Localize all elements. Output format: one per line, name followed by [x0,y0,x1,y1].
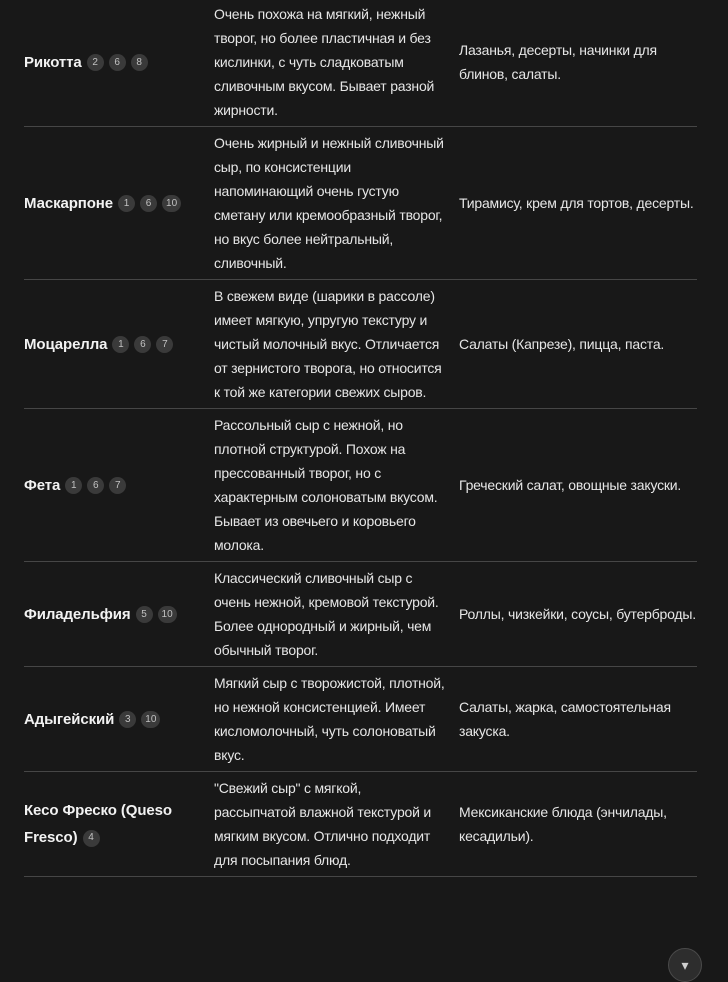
description-cell: Очень жирный и нежный сливочный сыр, по консистенции напоминающий очень густую сметану или кремообразный творог, но вкус более нейтральный, сливочный. [214,135,444,271]
uses-cell: Лазанья, десерты, начинки для блинов, салаты. [459,42,657,82]
cheese-comparison-table [24,0,697,877]
table-row [24,127,697,280]
cheese-name-cell [24,280,214,409]
cheese-name-cell [24,0,214,127]
citation-badge[interactable]: 2 [87,54,104,71]
table-row [24,409,697,562]
uses-cell: Салаты (Капрезе), пицца, паста. [459,336,665,352]
citation-badge[interactable]: 3 [119,711,136,728]
scroll-to-bottom-button[interactable] [668,948,702,982]
citation-badge[interactable]: 10 [162,195,181,212]
uses-cell: Греческий салат, овощные закуски. [459,477,682,493]
description-cell: Очень похожа на мягкий, нежный творог, но более пластичная и без кислинки, с чуть сладковатым сливочным вкусом. Бывает разной жирности. [214,6,435,118]
cheese-name-cell [24,667,214,772]
citation-badge[interactable]: 7 [156,336,173,353]
table-row [24,562,697,667]
uses-cell: Мексиканские блюда (энчилады, кесадильи). [459,804,667,844]
description-cell: Мягкий сыр с творожистой, плотной, но нежной консистенцией. Имеет кисломолочный, чуть солоноватый вкус. [214,675,445,763]
citation-badge[interactable]: 1 [112,336,129,353]
citation-badge[interactable]: 6 [87,477,104,494]
cheese-name: Филадельфия [24,605,131,623]
uses-cell: Салаты, жарка, самостоятельная закуска. [459,699,671,739]
citation-badge[interactable]: 10 [141,711,160,728]
chevron-down-icon: ▾ [681,956,689,973]
citation-badge[interactable]: 8 [131,54,148,71]
citation-badge[interactable]: 10 [158,606,177,623]
description-cell: "Свежий сыр" с мягкой, рассыпчатой влажной текстурой и мягким вкусом. Отлично подходит для посыпания блюд. [214,780,432,868]
citation-badge[interactable]: 5 [136,606,153,623]
table-row [24,667,697,772]
citation-badge[interactable]: 4 [83,830,100,847]
citation-badge[interactable]: 6 [109,54,126,71]
description-cell: Рассольный сыр с нежной, но плотной структурой. Похож на прессованный творог, но с характерным солоноватым вкусом. Бывает из овечьего и коровьего молока. [214,417,438,553]
cheese-name: Адыгейский [24,710,115,728]
description-cell: Классический сливочный сыр с очень нежной, кремовой текстурой. Более однородный и жирный, чем обычный творог. [214,570,439,658]
table-row [24,280,697,409]
citation-badge[interactable]: 1 [65,477,82,494]
cheese-name: Фета [24,476,61,494]
cheese-name-cell [24,127,214,280]
table-row [24,0,697,127]
cheese-comparison-table-wrap [24,0,697,877]
citation-badge[interactable]: 1 [118,195,135,212]
uses-cell: Тирамису, крем для тортов, десерты. [459,195,694,211]
cheese-name-cell [24,772,214,877]
cheese-name: Кесо Фреско (Queso Fresco) [24,802,172,846]
cheese-name-cell [24,409,214,562]
uses-cell: Роллы, чизкейки, соусы, бутерброды. [459,606,696,622]
table-row [24,772,697,877]
citation-badge[interactable]: 6 [140,195,157,212]
cheese-name: Маскарпоне [24,194,114,212]
citation-badge[interactable]: 7 [109,477,126,494]
cheese-name: Рикотта [24,53,82,71]
cheese-name: Моцарелла [24,335,108,353]
citation-badge[interactable]: 6 [134,336,151,353]
description-cell: В свежем виде (шарики в рассоле) имеет мягкую, упругую текстуру и чистый молочный вкус. Отличается от зернистого творога, но относится к той же категории свежих сыров. [214,288,442,400]
cheese-name-cell [24,562,214,667]
